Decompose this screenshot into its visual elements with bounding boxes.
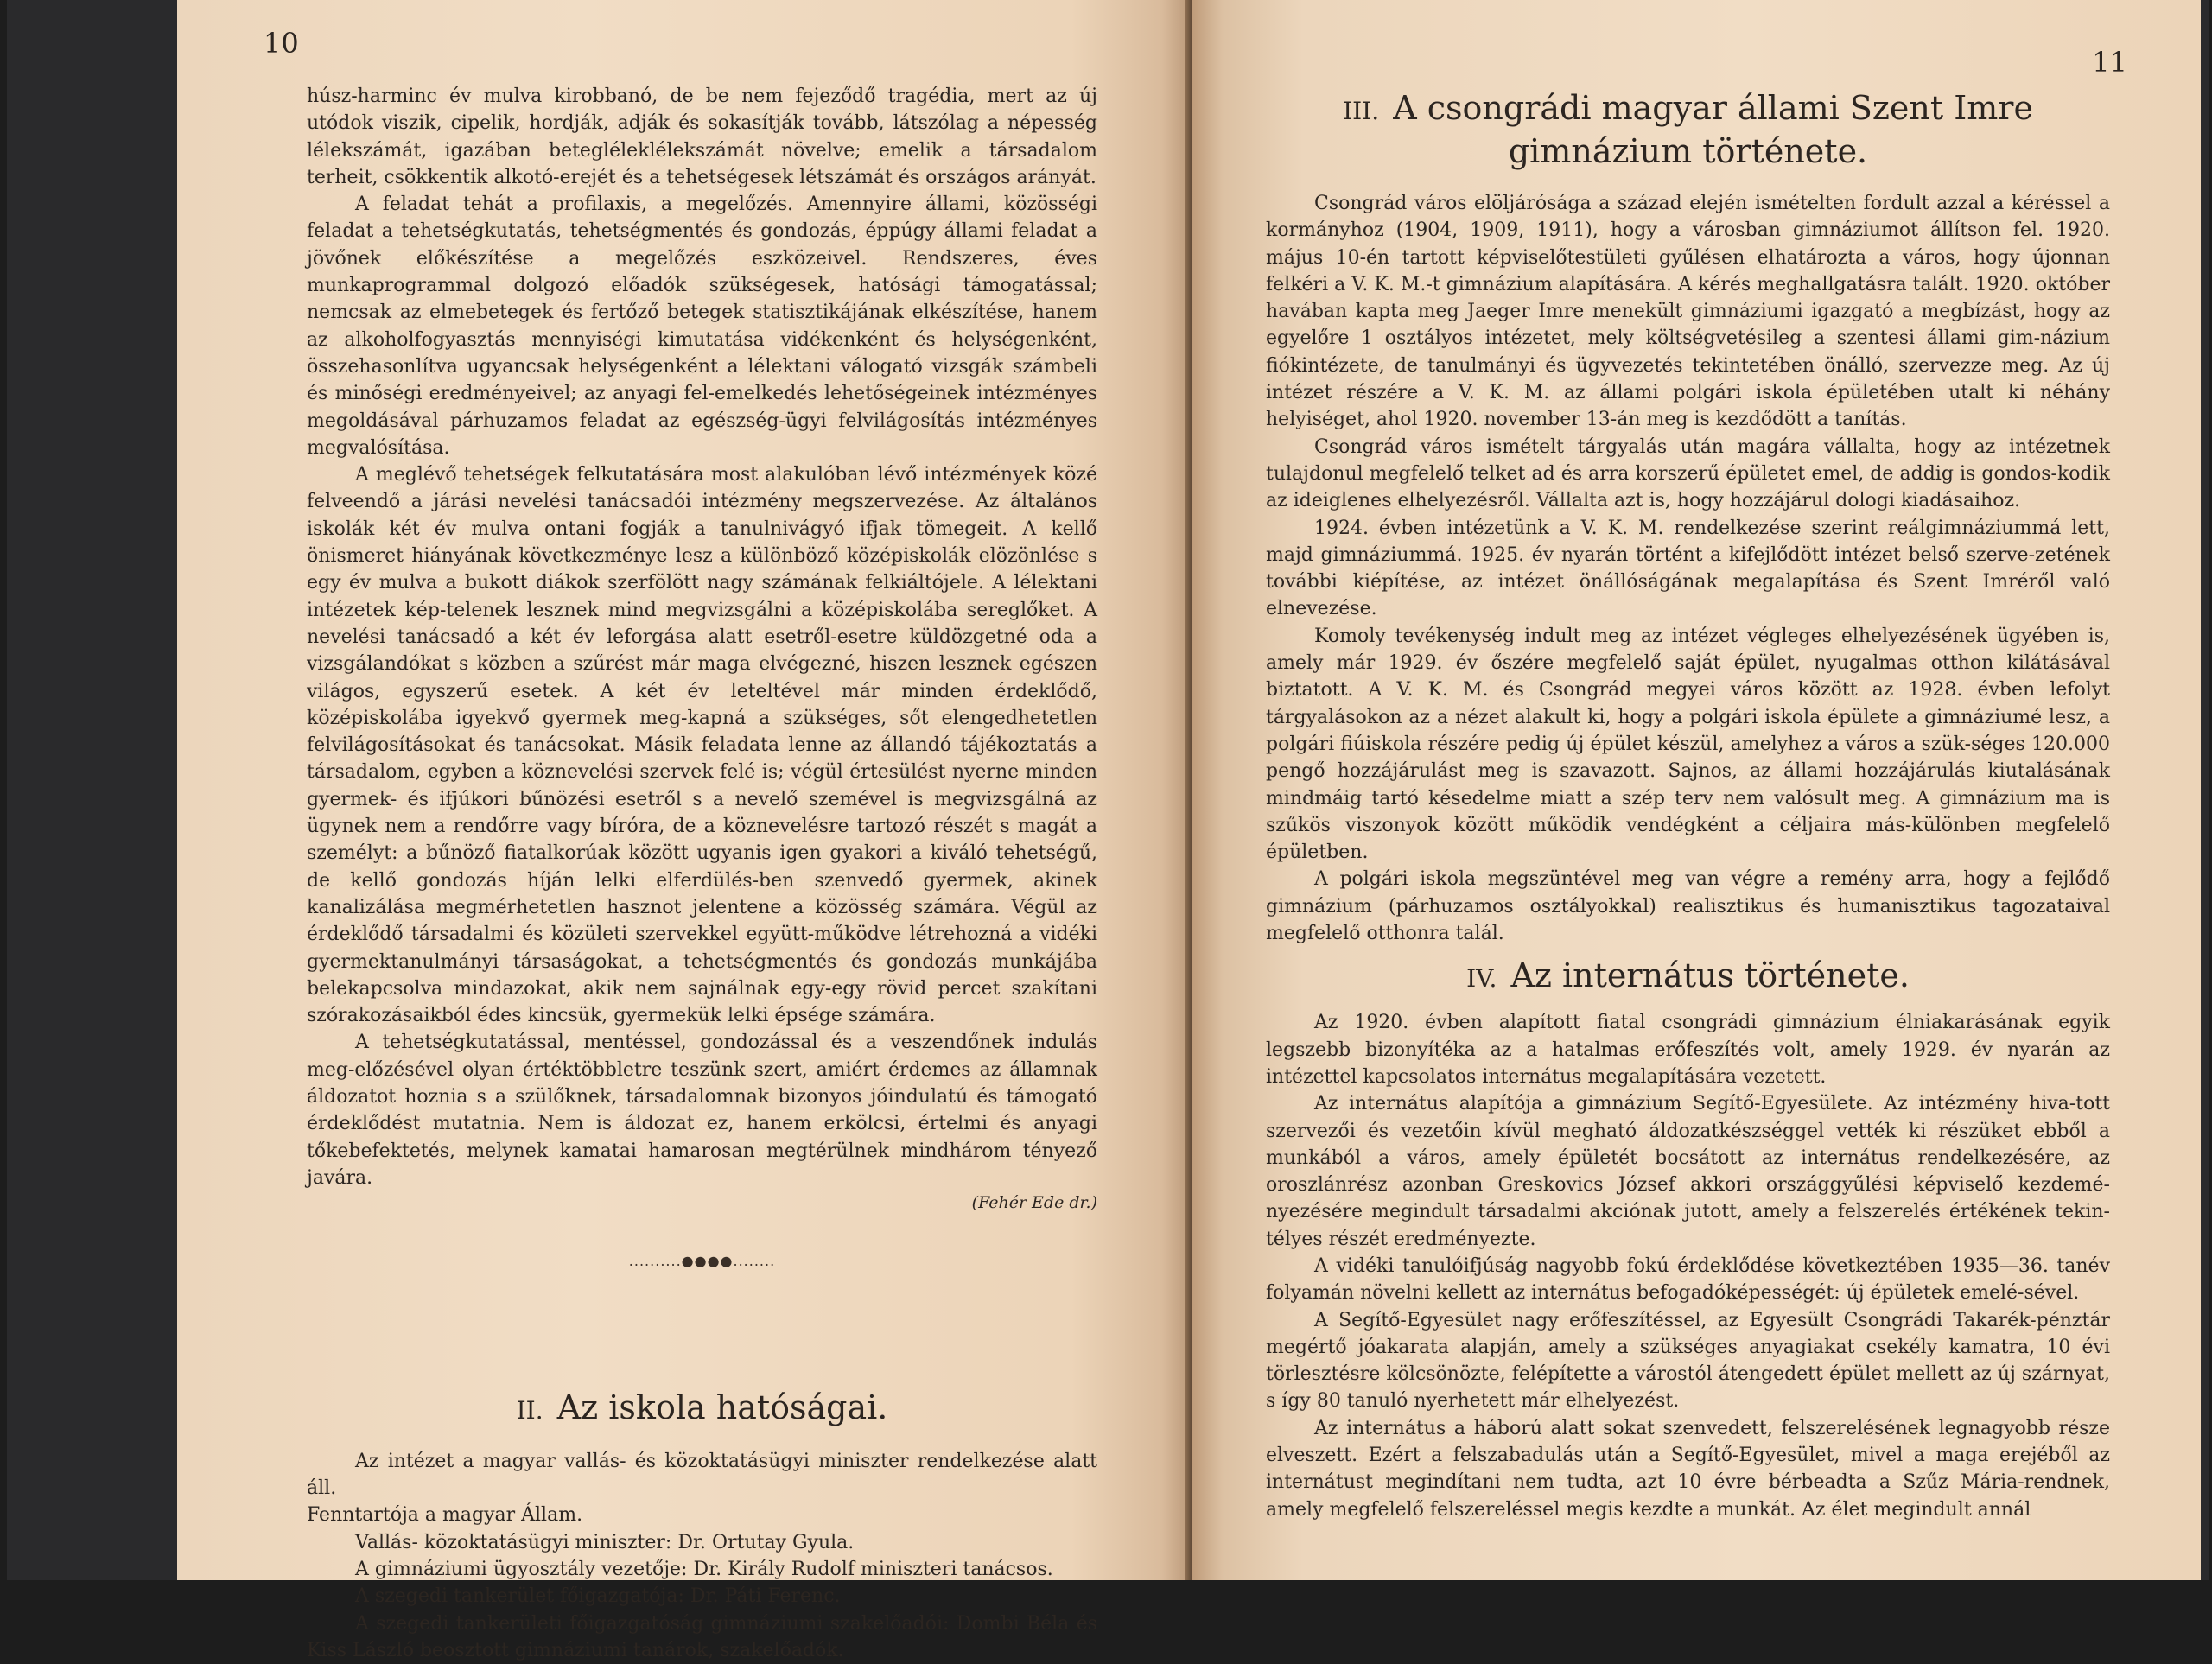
- paragraph: A feladat tehát a profilaxis, a megelőzés. Amennyire állami, közösségi feladat a tehetségkutatás, tehetségmentés és gondozás, éppúgy állami feladat a jövőnek előkészítése a megelőzés eszközeivel. Rendszeres, éves munkaprogrammal dolgozó előadók szükségesek, hatósági támogatással; nemcsak az elmebetegek és fertőző betegek statisztikájának elkészítése, hanem az alkoholfogyasztás mennyiségi kimutatása vidékenként és helységenként, összehasonlítva ugyancsak helységenként a lélektani válogató vizsgák számbeli és minőségi eredményeivel; az anyagi fel-emelkedés lehetőségeinek intézményes megoldásával párhuzamos feladat az egészség-ügyi felvilágosítás intézményes megvalósítása.: [307, 194, 1097, 459]
- section-numeral: III.: [1343, 97, 1380, 125]
- paragraph: 1924. évben intézetünk a V. K. M. rendelkezése szerint reálgimnáziummá lett, majd gimnáziummá. 1925. év nyarán történt a kifejlődött intézet belső szerve-zetének további kiépítése, az intézet önállóságának megalapítása és Szent Imréről való elnevezése.: [1266, 517, 2110, 620]
- paragraph: húsz-harminc év mulva kirobbanó, de be nem fejeződő tragédia, mert az új utódok viszik, cipelik, hordják, adják és sokasítják tovább, látszólag a népesség lélekszámát, igazában betegléleklélekszámát növelve; emelik a társadalom terheit, csökkentik alkotó-erejét és a tehetségesek létszámát és országos arányát.: [307, 86, 1097, 188]
- paragraph: A szegedi tankerületi főigazgatóság gimnáziumi szakelőadói: Dombi Béla és Kiss László beosztott gimnáziumi tanárok, szakelőadók.: [307, 1612, 1097, 1661]
- paragraph: Fenntartója a magyar Állam.: [307, 1504, 583, 1527]
- paragraph: A Segítő-Egyesület nagy erőfeszítéssel, az Egyesült Csongrádi Takarék-pénztár megértő jóakarata alapján, amely a szükséges anyagiakat csekély kamatra, 10 évi törlesztésre kölcsönözte, felépítette a várostól átengedett épület mellett az új szárnyat, s így 80 tanuló nyerhetett már elhelyezést.: [1266, 1309, 2110, 1413]
- section-numeral: IV.: [1466, 964, 1497, 994]
- paragraph: A gimnáziumi ügyosztály vezetője: Dr. Király Rudolf miniszteri tanácsos.: [355, 1558, 1053, 1580]
- left-page: [177, 0, 1192, 1661]
- paragraph: Komoly tevékenység indult meg az intézet végleges elhelyezésének ügyében is, amely már 1929. év őszére megfelelő saját épület, nyugalmas otthon kilátásával biztatott. A V. K. M. és Csongrád megyei város között az 1928. évben lefolyt tárgyalásokon az a nézet alakult ki, hogy a polgári iskola épülete a gimnáziumé lesz, a polgári fiúiskola részére pedig új épület készül, amelyhez a város a szük-séges 120.000 pengő hozzájárulást meg is szavazott. Sajnos, az állami hozzájárulás kiutalásának mindmáig tartó késedelme miatt a szép terv nem valósult meg. A gimnázium ma is szűkös viszonyok között működik vendégként a céljaira más-különben megfelelő épületben.: [1266, 625, 2110, 864]
- paragraph: Csongrád város ismételt tárgyalás után magára vállalta, hogy az intézetnek tulajdonul megfelelő telket ad és arra korszerű épületet emel, de addig is gondos-kodik az ideiglenes elhelyezésről. Vállalta azt is, hogy hozzájárul dologi kiadásaihoz.: [1266, 435, 2110, 512]
- paragraph: A szegedi tankerület főigazgatója: Dr. Páti Ferenc.: [355, 1585, 841, 1608]
- paragraph: A polgári iskola megszüntével meg van végre a remény arra, hogy a fejlődő gimnázium (párhuzamos osztályokkal) realisztikus és humanisztikus tagozataival megfelelő otthonra talál.: [1266, 868, 2110, 945]
- section-heading-3: [1266, 88, 2110, 171]
- paragraph: Az 1920. évben alapított fiatal csongrádi gimnázium élniakarásának egyik legszebb bizonyítéka az a hatalmas erőfeszítés volt, amely 1929. év nyarán az intézettel kapcsolatos internátus megalapítására vezetett.: [1266, 1012, 2110, 1088]
- author-signature: (Fehér Ede dr.): [971, 1193, 1097, 1213]
- section-title: Az iskola hatóságai.: [556, 1388, 888, 1426]
- page-number-right: 11: [2092, 46, 2127, 79]
- paragraph: Csongrád város elöljárósága a század elején ismételten fordult azzal a kéréssel a kormányhoz (1904, 1909, 1911), hogy a városban gimnáziumot állítson fel. 1920. május 10-én tartott képviselőtestületi gyűlésen elhatározta a város, hogy újonnan felkéri a V. K. M.-t gimnázium alapítására. A kérés meghallgatásra talált. 1920. október havában kapta meg Jaeger Imre menekült gimnáziumi igazgató a megbízást, hogy az egyelőre 1 osztályos intézetet, mely költségvetésileg a szentesi állami gim-názium fiókintézete, de tanulmányi és ügyvezetés tekintetében önálló, szervezze meg. Az új intézet részére a V. K. M. az állami polgári iskola épületében utalt ki néhány helyiséget, ahol 1920. november 13-án meg is kezdődött a tanítás.: [1266, 193, 2110, 431]
- section-title: Az internátus története.: [1510, 956, 1910, 995]
- paragraph: Az internátus alapítója a gimnázium Segítő-Egyesülete. Az intézmény hiva-tott szervezői és vezetőin kívül megható áldozatkészséggel vették ki részüket ebből a munkából a város, amely épületét bocsátott az internátus rendelkezésére, az oroszlánrész azonban Greskovics József akkori országgyűlési képviselő kezdemé-nyezésére megindult társadalmi akciónak jutott, amely a felszerelés értékének tekin-télyes részét eredményezte.: [1266, 1093, 2110, 1250]
- paragraph: A tehetségkutatással, mentéssel, gondozással és a veszendőnek indulás meg-előzésével olyan értéktöbbletre teszünk szert, amiért érdemes az államnak áldozatot hoznia s a szülőknek, társadalomnak bizonyos jóindulatú és támogató érdeklődést mutatnia. Nem is áldozat ez, hanem erkölcsi, értelmi és anyagi tőkebefektetés, melynek kamatai hamarosan megtérülnek mindhárom tényező javára.: [307, 1032, 1097, 1189]
- paragraph: Vallás- közoktatásügyi miniszter: Dr. Ortutay Gyula.: [355, 1531, 855, 1553]
- paragraph: Az intézet a magyar vallás- és közoktatásügyi miniszter rendelkezése alatt áll.: [307, 1450, 1097, 1500]
- section-heading-4: [1266, 956, 2110, 999]
- paragraph: A meglévő tehetségek felkutatására most alakulóban lévő intézmények közé felveendő a járási nevelési tanácsadói intézmény megszervezése. Az általános iskolák két év mulva ontani fogják a tanulnivágyó ifjak tömegeit. A kellő önismeret hiányának következménye lesz a különböző középiskolák elözönlése s egy év mulva a bukott diákok szerfölött nagy számának felkiáltójele. A lélektani intézetek kép-telenek lesznek mind megvizsgálni a középiskolába sereglőket. A nevelési tanácsadó a két év leforgása alatt esetről-esetre küldözgetné oda a vizsgálandókat s közben a szűrést már maga elvégezné, hiszen lesznek egészen világos, egyszerű esetek. A két év leteltével már minden érdeklődő, középiskolába igyekvő gyermek meg-kapná a szükséges, sőt elengedhetetlen felvilágosításokat és tanácsokat. Másik feladata lenne az állandó tájékoztatás a társadalom, egyben a köznevelési szervek felé is; végül értesülést nyerne minden gyermek- és ifjúkori bűnözési esetről s a nevelő szemével is megvizsgálná az ügynek nem a rendőrre vagy bíróra, de a köznevelésre tartozó részét s magát a személyt: a bűnöző fiatalkorúak között ugyanis igen gyakori a kiváló tehetségű, de kellő gondozás híján lelki elferdülés-ben szenvedő gyermek, akinek kanalizálása megmérhetetlen hasznot jelentene a közösség számára. Végül az érdeklődő társadalmi és közületi szervekkel együtt-működve létrehozná a vidéki gyermektanulmányi társaságokat, a tehetségmentés és gondozás munkájába belekapcsolva mindazokat, akik nem sajnálnak egy-egy rövid percet szakítani szórakozásaikból édes kincsük, gyermekük lelki épsége számára.: [307, 464, 1097, 1027]
- page-number-left: 10: [264, 27, 299, 60]
- section-numeral: II.: [516, 1395, 543, 1425]
- paragraph: A vidéki tanulóifjúság nagyobb fokú érdeklődése következtében 1935—36. tanév folyamán növelni kellett az internátus befogadóképességét: új épületek emelé-sével.: [1266, 1254, 2110, 1305]
- right-page: [1192, 0, 2201, 1580]
- section-heading-2: [307, 1388, 1097, 1431]
- paragraph: Az internátus a háború alatt sokat szenvedett, felszerelésének legnagyobb része elveszett. Ezért a felszabadulás után a Segítő-Egyesület, mivel a maga erejéből az internátust megindítani nem tudta, azt 10 évre bérbeadta a Szűz Mária-rendnek, amely megfelelő felszereléssel megis kezdte a munkát. Az élet megindult annál: [1266, 1417, 2110, 1521]
- section-title: A csongrádi magyar állami Szent Imre gimnázium története.: [1393, 89, 2033, 170]
- authorities-list: [307, 1448, 1097, 1664]
- section-separator: ..........●●●●........: [628, 1253, 776, 1270]
